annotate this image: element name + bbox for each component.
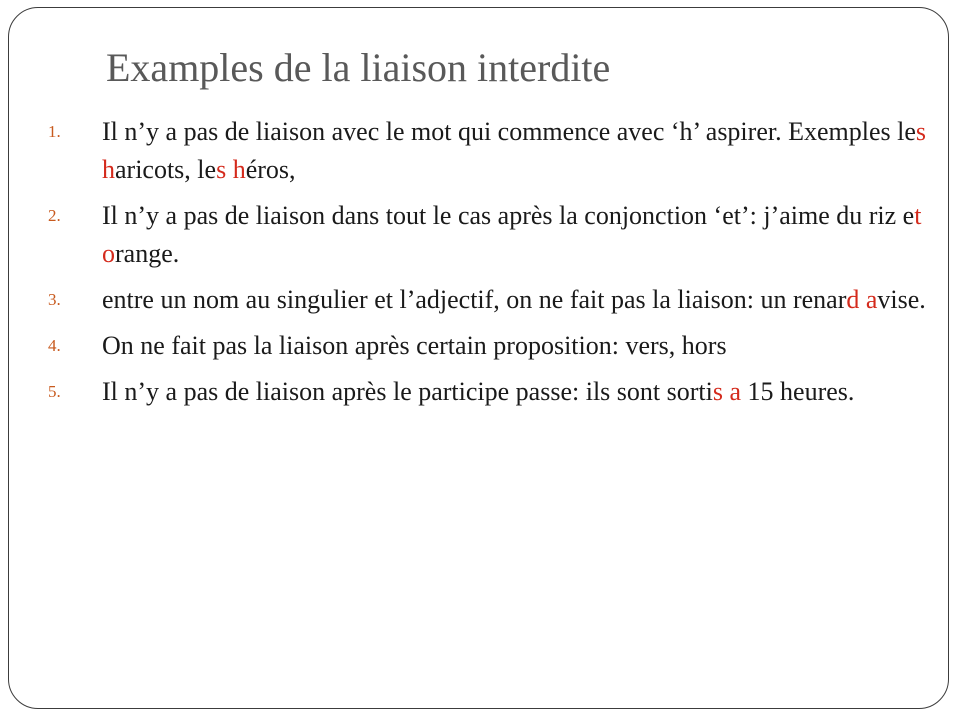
- item-number: 3.: [48, 290, 61, 309]
- item-text: éros,: [245, 155, 296, 184]
- item-text: 15 heures.: [741, 377, 855, 406]
- list-item: [48, 197, 928, 273]
- item-text: vise.: [877, 285, 926, 314]
- item-number: 2.: [48, 206, 61, 225]
- item-number: 1.: [48, 122, 61, 141]
- item-text: Il n’y a pas de liaison dans tout le cas après la conjonction ‘et’: j’aime du riz e: [102, 201, 915, 230]
- liaison-highlight: d a: [846, 285, 878, 314]
- item-number: 4.: [48, 336, 61, 355]
- list-item: [48, 327, 928, 365]
- item-text: Il n’y a pas de liaison avec le mot qui commence avec ‘h’ aspirer. Exemples le: [102, 117, 916, 146]
- rules-list: [48, 113, 928, 419]
- item-text: entre un nom au singulier et l’adjectif, on ne fait pas la liaison: un renar: [102, 285, 847, 314]
- liaison-highlight: s a: [712, 377, 742, 406]
- liaison-highlight: s h: [102, 117, 926, 184]
- list-item: [48, 113, 928, 189]
- item-number: 5.: [48, 382, 61, 401]
- item-text: range.: [115, 239, 180, 268]
- item-text: Il n’y a pas de liaison après le participe passe: ils sont sorti: [102, 377, 713, 406]
- item-text: On ne fait pas la liaison après certain proposition: vers, hors: [102, 331, 727, 360]
- liaison-highlight: s h: [216, 155, 246, 184]
- slide-title: Examples de la liaison interdite: [106, 45, 611, 90]
- liaison-highlight: t o: [102, 201, 922, 268]
- list-item: [48, 373, 928, 411]
- list-item: [48, 281, 928, 319]
- item-text: aricots, le: [115, 155, 217, 184]
